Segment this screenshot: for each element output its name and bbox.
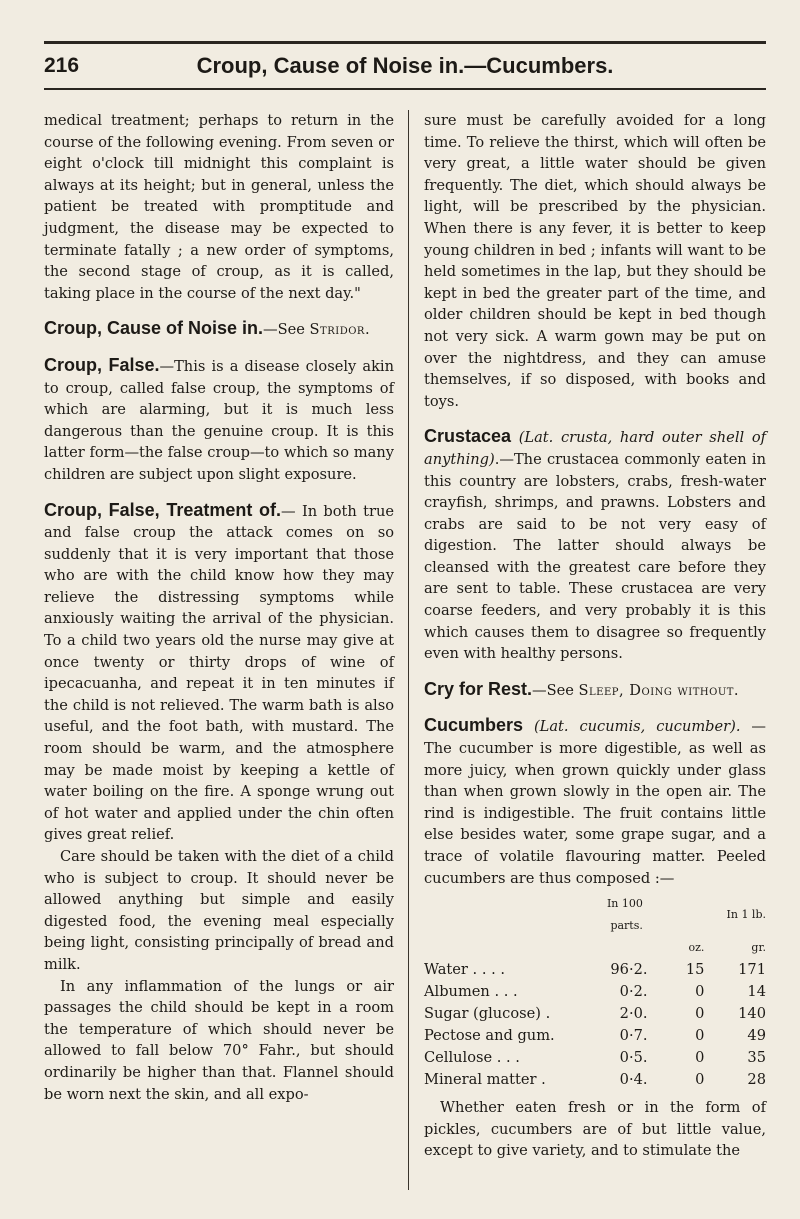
column-divider <box>408 110 409 1190</box>
page-number: 216 <box>44 54 80 77</box>
top-rule <box>44 41 766 44</box>
row-oz: 15 <box>685 961 705 979</box>
composition-table <box>424 893 766 1091</box>
entry-headword: Cry for Rest. <box>424 678 533 699</box>
row-oz: 0 <box>695 1027 705 1045</box>
row-oz: 0 <box>695 983 705 1001</box>
row-sep: . <box>642 1049 648 1067</box>
entry-text: —This is a disease closely akin to croup, called false croup, the symptoms of which are alarming, but it is much less dangerous than the genuine croup. It is this latter form—the false croup—to which so many children are subject upon slight exposure. <box>44 357 394 483</box>
table-row <box>424 959 766 981</box>
entry-paragraph: Care should be taken with the diet of a child who is subject to croup. It should never be allowed anything but simple and easily digested food, the evening meal especially being light, consisting principally of bread and milk. <box>44 848 394 973</box>
header-parts: In 100 parts. <box>606 897 643 933</box>
left-column <box>44 110 394 1105</box>
see-text: —See <box>263 321 310 339</box>
entry-text: — The cucumber is more digestible, as well as more juicy, when grown quickly under glass than when grown slowly in the open air. The rind is indigestible. The fruit contains little else besides water, some grape sugar, and a trace of volatile flavouring matter. Peeled cucumbers are thus composed :— <box>424 718 767 887</box>
entry-paragraph: In any inflammation of the lungs or air passages the child should be kept in a room the temperature of which should never be allowed to fall below 70° Fahr., but should ordinarily be higher than that. Flannel should be worn next the skin, and all expo- <box>44 977 394 1103</box>
unit-gr: gr. <box>751 941 766 955</box>
row-oz: 0 <box>695 1005 705 1023</box>
table-body <box>424 959 766 1091</box>
closing-paragraph: Whether eaten fresh or in the form of pickles, cucumbers are of but little value, except to give variety, and to stimulate the <box>424 1099 766 1160</box>
intro-paragraph: medical treatment; perhaps to return in the course of the following evening. From seven or eight o'clock till midnight this complaint is always at its height; but in general, unless the patient be treated with promptitude and judgment, the disease may be expected to terminate fatally ; a new order of symptoms, the second stage of croup, as it is called, taking place in the course of the next day." <box>44 112 394 302</box>
etymology: (Lat. cucumis, cucumber). <box>533 718 741 736</box>
entry-headword: Croup, False. <box>44 354 160 375</box>
page-header <box>44 50 766 90</box>
entry-text: .—The crustacea commonly eaten in this country are lobsters, crabs, fresh-water crayfish, shrimps, and prawns. Lobsters and crabs are said to be not very easy of digestion. The latter should always be cleansed with the greatest care before they are sent to table. These crustacea are very coarse feeders, and very probably it is this which causes them to disagree so frequently even with healthy persons. <box>424 450 766 663</box>
entry-croup-false-treatment <box>44 500 394 847</box>
running-head: Croup, Cause of Noise in.—Cucumbers. <box>196 53 614 78</box>
entry-text: — In both true and false croup the attack comes on so suddenly that it is very important that those who are with the child know how they may relieve the distressing symptoms while anxiously waiting the arrival of the physician. To a child two years old the nurse may give at once twenty or thirty drops of wine of ipecacuanha, and repeat it in ten minutes if the child is not relieved. The warm bath is also useful, and the foot bath, with mustard. The room should be warm, and the atmosphere may be made moist by keeping a kettle of water boiling on the fire. A sponge wrung out of hot water and applied under the chin often gives great relief. <box>44 502 394 844</box>
right-column <box>424 110 766 1162</box>
table-row <box>424 1025 766 1047</box>
cross-reference: Stridor. <box>309 321 371 339</box>
row-name: Albumen . . . <box>424 983 518 1001</box>
row-parts: 96·2 <box>610 961 643 979</box>
row-parts: 2·0 <box>619 1005 643 1023</box>
row-sep: . <box>642 983 648 1001</box>
entry-cry-for-rest <box>424 679 766 702</box>
row-gr: 35 <box>747 1049 766 1067</box>
row-name: Sugar (glucose) . <box>424 1005 551 1023</box>
entry-headword: Cucumbers <box>424 715 524 736</box>
unit-oz: oz. <box>688 941 705 955</box>
row-parts: 0·7 <box>619 1027 643 1045</box>
entry-crustacea <box>424 426 766 665</box>
row-name: Water . . . . <box>424 961 506 979</box>
row-gr: 14 <box>747 983 766 1001</box>
entry-cucumbers <box>424 715 766 889</box>
row-sep: . <box>642 1027 648 1045</box>
table-row <box>424 981 766 1003</box>
etymology: (Lat. crusta, hard outer shell of anything) <box>424 429 767 468</box>
cross-reference: Sleep, Doing without. <box>578 681 740 699</box>
entry-headword: Croup, Cause of Noise in. <box>44 318 264 339</box>
row-parts: 0·5 <box>619 1049 643 1067</box>
see-text: —See <box>532 681 579 699</box>
entry-croup-false <box>44 355 394 486</box>
table-row <box>424 1069 766 1091</box>
table-header-row <box>424 893 766 937</box>
row-sep: . <box>642 1005 648 1023</box>
row-name: Mineral matter . <box>424 1071 546 1089</box>
row-gr: 28 <box>747 1071 766 1089</box>
row-gr: 49 <box>747 1027 766 1045</box>
row-gr: 140 <box>738 1005 766 1023</box>
row-parts: 0·4 <box>619 1071 643 1089</box>
row-gr: 171 <box>738 961 766 979</box>
table-row <box>424 1047 766 1069</box>
entry-croup-cause-of-noise <box>44 318 394 341</box>
row-name: Pectose and gum. <box>424 1027 555 1045</box>
row-oz: 0 <box>695 1071 705 1089</box>
table-units-row <box>424 937 766 959</box>
entry-headword: Crustacea <box>424 426 512 447</box>
header-lb: In 1 lb. <box>726 908 766 922</box>
row-sep: . <box>642 961 648 979</box>
row-name: Cellulose . . . <box>424 1049 520 1067</box>
row-oz: 0 <box>695 1049 705 1067</box>
row-sep: . <box>642 1071 648 1089</box>
entry-headword: Croup, False, Treatment of. <box>44 499 282 520</box>
row-parts: 0·2 <box>619 983 643 1001</box>
table-row <box>424 1003 766 1025</box>
continued-paragraph: sure must be carefully avoided for a long time. To relieve the thirst, which will often be very great, a little water should be given frequently. The diet, which should always be light, will be prescribed by the physician. When there is any fever, it is better to keep young children in bed ; infants will want to be held sometimes in the lap, but they should be kept in bed the greater part of the time, and older children should be kept in bed though not very sick. A warm gown may be put on over the nightdress, and they can amuse themselves, if so disposed, with books and toys. <box>424 112 766 410</box>
